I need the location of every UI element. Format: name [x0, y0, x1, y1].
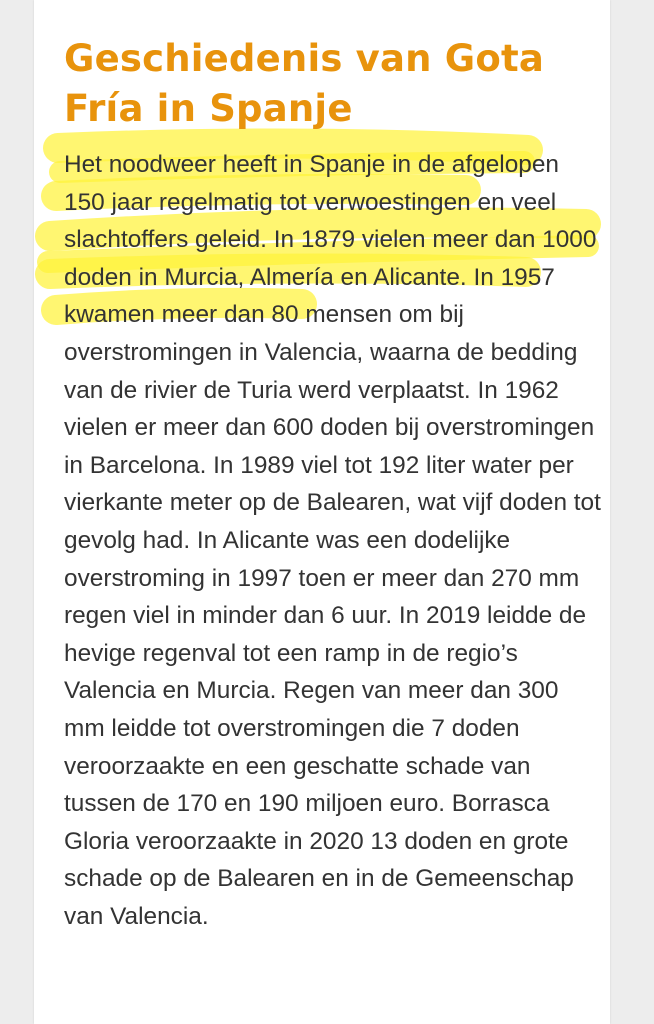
page-title: Geschiedenis van Gota Fría in Spanje — [64, 37, 544, 130]
article-paragraph: In 1957 kwamen meer dan 80 mensen om bij overstromingen in Valencia, waarna de bedding van de rivier de Turia werd verplaatst. In 1962 vielen er meer dan 600 doden bij overstromingen in Barcelona. In 1989 viel tot 192 liter water per vierkante meter op de Balearen, wat vijf doden tot gevolg had. In Alicante was een dodelijke overstroming in 1997 toen er meer dan 270 mm regen viel in minder dan 6 uur. In 2019 leidde de hevige regenval tot een ramp in de regio’s Valencia en Murcia. Regen van meer dan 300 mm leidde tot overstromingen die 7 doden veroorzaakte en een geschatte schade van tussen de 170 en 190 miljoen euro. Borrasca Gloria veroorzaakte in 2020 13 doden en grote schade op de Balearen en in de Gemeenschap van Valencia. — [64, 263, 601, 930]
highlighted-passage: Het noodweer heeft in Spanje in de afgelopen 150 jaar regelmatig tot verwoestingen en veel slachtoffers geleid. In 1879 vielen meer dan 1000 doden in Murcia, Almería en Alicante. — [64, 151, 597, 291]
article-body — [64, 146, 604, 935]
